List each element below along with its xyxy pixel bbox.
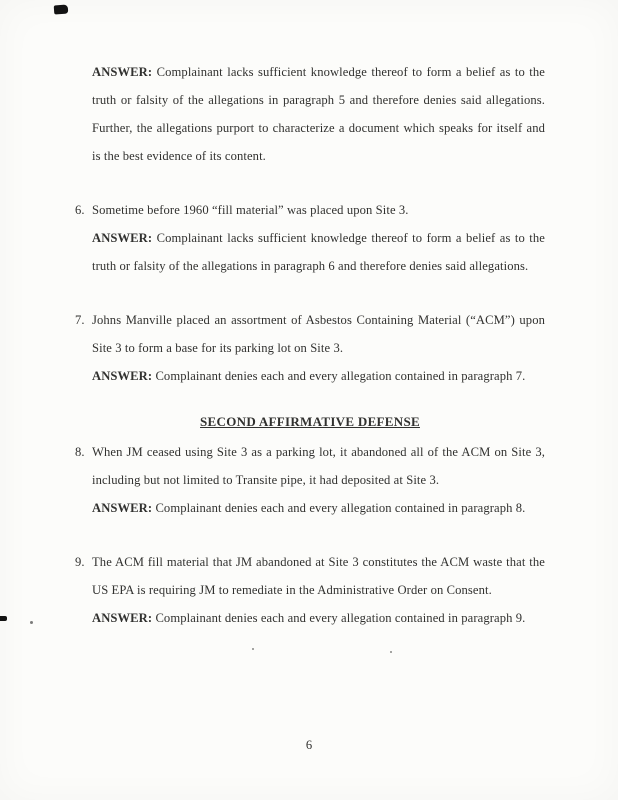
- answer-text: Complainant denies each and every allegation contained in paragraph 9.: [155, 611, 526, 625]
- allegation-text: The ACM fill material that JM abandoned at Site 3 constitutes the ACM waste that the US EPA is requiring JM to remediate in the Administrative Order on Consent.: [92, 555, 545, 597]
- answer-paragraph: [92, 494, 545, 522]
- allegation-text: Johns Manville placed an assortment of Asbestos Containing Material (“ACM”) upon Site 3 to form a base for its parking lot on Site 3.: [92, 313, 545, 355]
- paragraph-number: 9.: [75, 555, 85, 569]
- answer-label: ANSWER:: [92, 65, 153, 79]
- answer-text: Complainant denies each and every allegation contained in paragraph 8.: [155, 501, 526, 515]
- scan-artifact-dot: [252, 648, 254, 650]
- paragraph-number: 7.: [75, 313, 85, 327]
- answer-paragraph: [92, 224, 545, 280]
- numbered-paragraph-7: [75, 306, 545, 390]
- answer-label: ANSWER:: [92, 231, 153, 245]
- answer-label: ANSWER:: [92, 611, 153, 625]
- scan-artifact-dot: [30, 621, 33, 624]
- opening-answer-paragraph: [75, 58, 545, 170]
- answer-label: ANSWER:: [92, 369, 153, 383]
- answer-text: Complainant denies each and every allegation contained in paragraph 7.: [155, 369, 526, 383]
- numbered-paragraph-9: [75, 548, 545, 632]
- page-number: 6: [305, 738, 313, 752]
- scan-artifact-dot: [390, 651, 392, 653]
- section-heading: SECOND AFFIRMATIVE DEFENSE: [200, 414, 420, 429]
- answer-paragraph: [92, 604, 545, 632]
- scan-artifact-blob: [54, 5, 69, 15]
- numbered-paragraph-6: [75, 196, 545, 280]
- paragraph-number: 8.: [75, 445, 85, 459]
- answer-text: Complainant lacks sufficient knowledge thereof to form a belief as to the truth or falsity of the allegations in paragraph 6 and therefore denies said allegations.: [92, 231, 545, 273]
- paragraph-number: 6.: [75, 203, 85, 217]
- numbered-paragraph-8: [75, 438, 545, 522]
- allegation-text: Sometime before 1960 “fill material” was placed upon Site 3.: [92, 203, 409, 217]
- document-body: [75, 58, 545, 632]
- answer-paragraph: [92, 362, 545, 390]
- answer-label: ANSWER:: [92, 501, 153, 515]
- scan-artifact-edge-mark: [0, 616, 7, 621]
- answer-text: Complainant lacks sufficient knowledge thereof to form a belief as to the truth or falsity of the allegations in paragraph 5 and therefore denies said allegations. Further, the allegations purport to characterize a document which speaks for itself and is the best evidence of its content.: [92, 65, 545, 163]
- allegation-text: When JM ceased using Site 3 as a parking lot, it abandoned all of the ACM on Site 3, including but not limited to Transite pipe, it had deposited at Site 3.: [92, 445, 545, 487]
